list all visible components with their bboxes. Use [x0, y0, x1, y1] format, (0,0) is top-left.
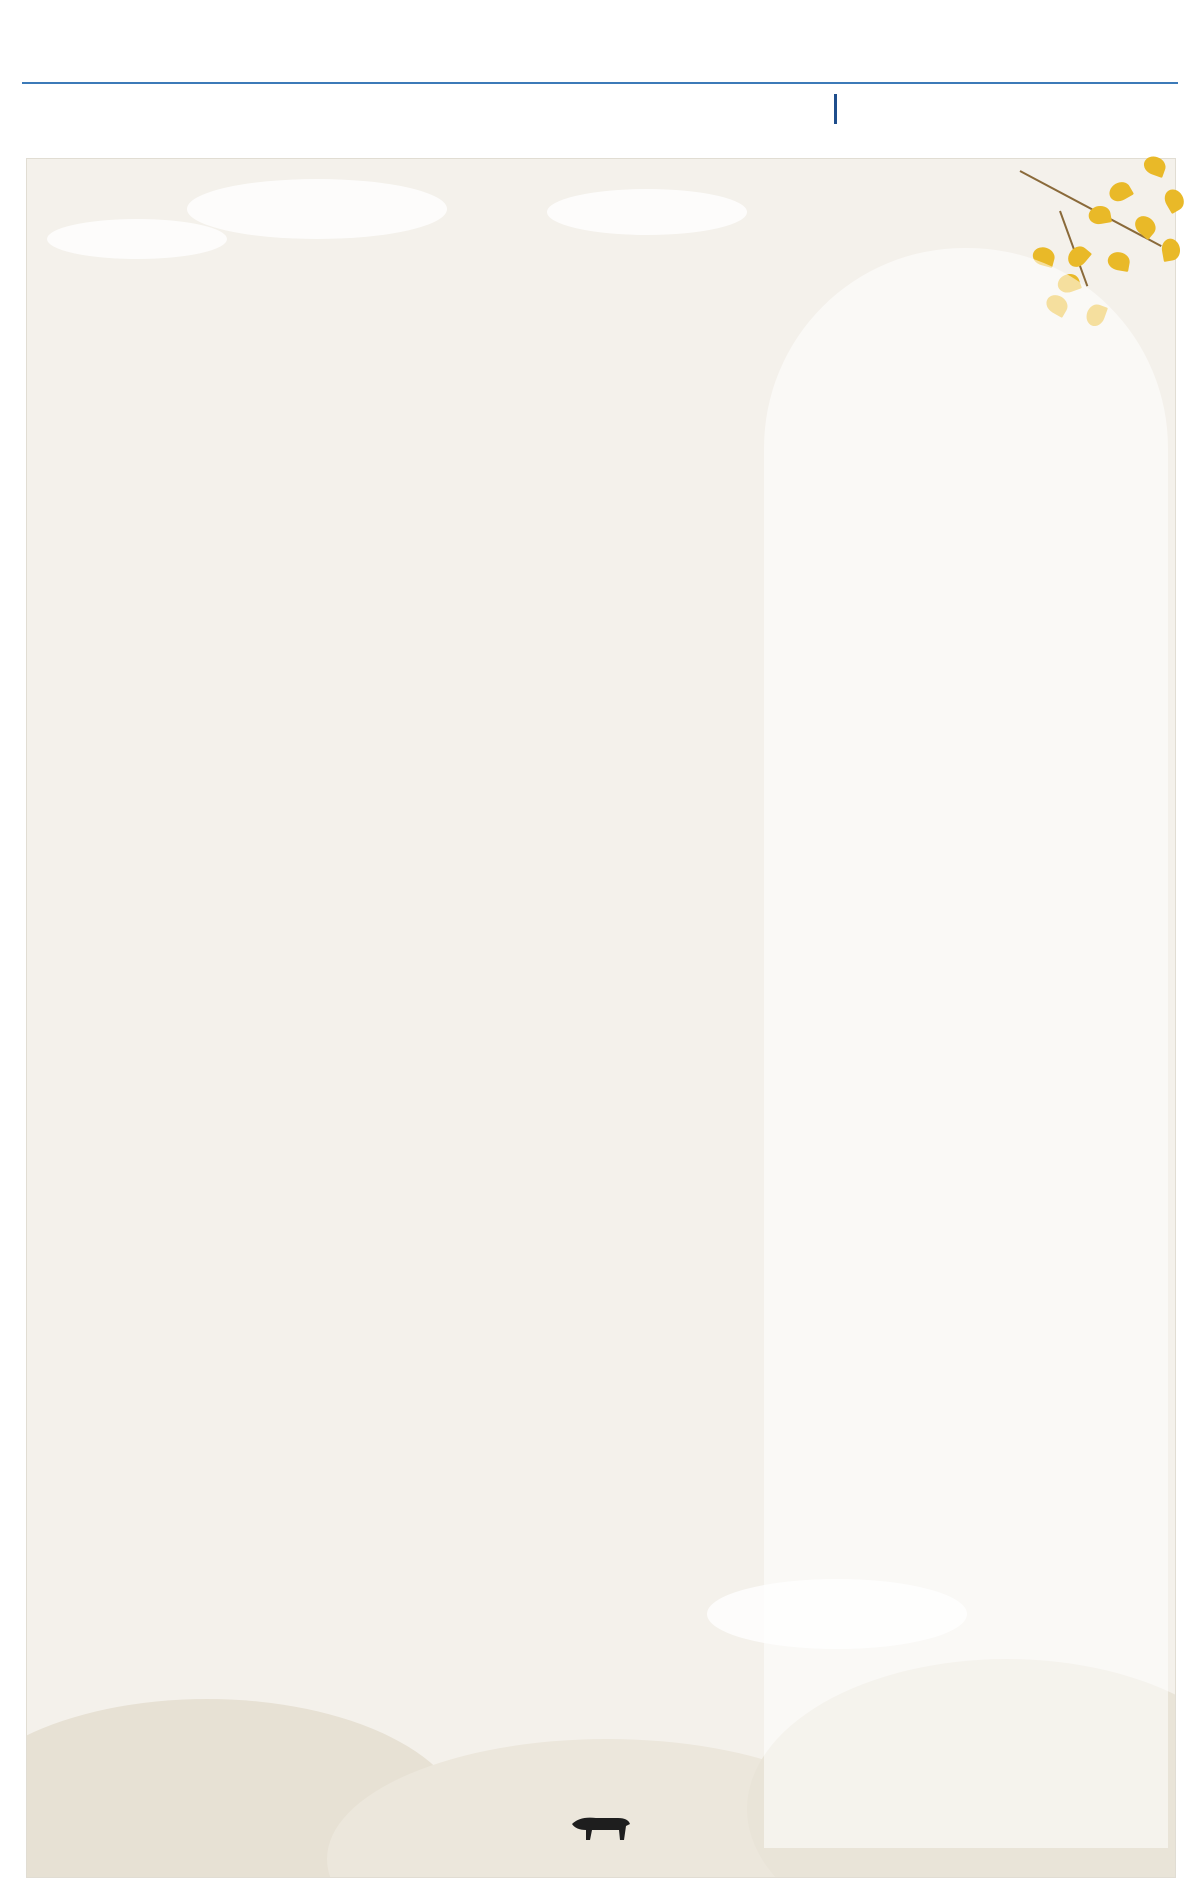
right-column — [792, 260, 1162, 298]
masthead — [22, 88, 1178, 130]
arch-background — [764, 248, 1168, 1848]
title-divider — [834, 94, 837, 124]
background-cloud — [47, 219, 227, 259]
background-cloud — [547, 189, 747, 235]
top-rule — [22, 82, 1178, 84]
ox-silhouette-icon — [566, 1810, 636, 1846]
ginkgo-leaf-icon — [1160, 237, 1182, 262]
left-column — [48, 178, 258, 212]
